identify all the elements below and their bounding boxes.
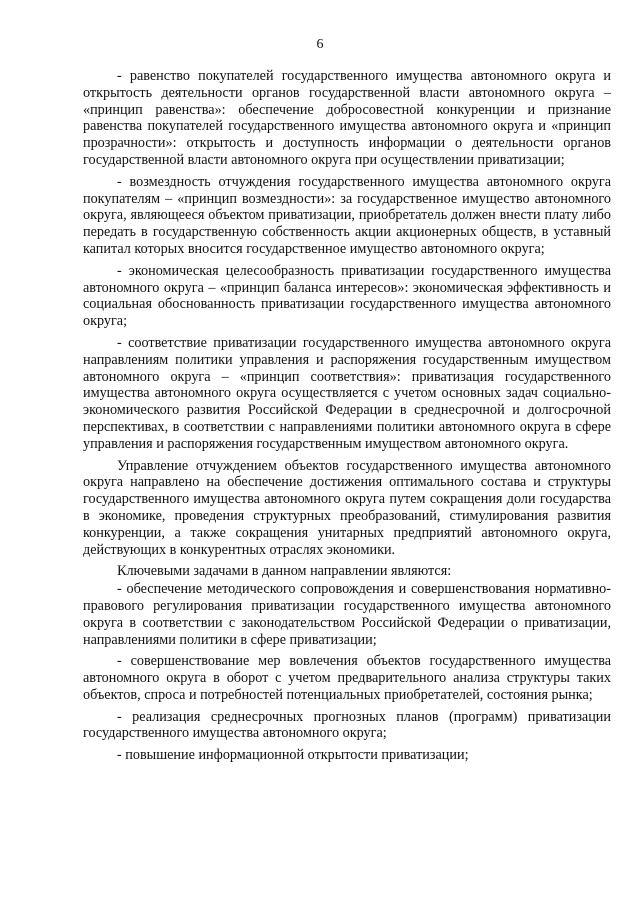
paragraph-task-plans: - реализация среднесрочных прогнозных планов (программ) приватизации государственного имущества автономного округа; bbox=[83, 708, 611, 742]
paragraph-management: Управление отчуждением объектов государственного имущества автономного округа направлено на обеспечение достижения оптимального состава и структуры государственного имущества автономного округа путем сокращения доли государства в экономике, проведения структурных преобразований, стимулирования развития конкуренции, а также сокращения унитарных предприятий автономного округа, действующих в конкурентных отраслях экономики. bbox=[83, 457, 611, 558]
paragraph-key-tasks-heading: Ключевыми задачами в данном направлении являются: bbox=[117, 563, 452, 580]
paragraph-task-involvement: - совершенствование мер вовлечения объектов государственного имущества автономного округа в оборот с учетом предварительного анализа структуры таких объектов, спроса и потребностей потенциальных приобретателей, состояния рынка; bbox=[83, 653, 611, 703]
page-number: 6 bbox=[316, 37, 324, 52]
document-body bbox=[83, 68, 611, 765]
paragraph-principle-compensation: - возмездность отчуждения государственного имущества автономного округа покупателям – «принцип возмездности»: за государственное имущество автономного округа, являющееся объектом приватизации, приобретатель должен внести плату либо передать в государственную собственность акции акционерных обществ, в уставный капитал которых вносится государственное имущество автономного округа; bbox=[83, 173, 611, 257]
paragraph-principle-conformity: - соответствие приватизации государственного имущества автономного округа направлениям политики управления и распоряжения государственным имуществом автономного округа – «принцип соответствия»: приватизация государственного имущества автономного округа осуществляется с учетом основных задач социально-экономического развития Российской Федерации в среднесрочной и долгосрочной перспективах, в соответствии с направлениями политики автономного округа в сфере управления и распоряжения государственным имуществом автономного округа. bbox=[83, 334, 611, 452]
paragraph-task-openness: - повышение информационной открытости приватизации; bbox=[117, 747, 469, 764]
paragraph-task-methodology: - обеспечение методического сопровождения и совершенствования нормативно-правового регулирования приватизации государственного имущества автономного округа в соответствии с законодательством Российской Федерации о приватизации, направлениями политики в сфере приватизации; bbox=[83, 581, 611, 648]
paragraph-principle-equality: - равенство покупателей государственного имущества автономного округа и открытость деятельности органов государственной власти автономного округа – «принцип равенства»: обеспечение добросовестной конкуренции и признание равенства покупателей государственного имущества автономного округа и «принцип прозрачности»: открытость и доступность информации о деятельности органов государственной власти автономного округа при осуществлении приватизации; bbox=[83, 68, 611, 168]
paragraph-principle-balance: - экономическая целесообразность приватизации государственного имущества автономного округа – «принцип баланса интересов»: экономическая эффективность и социальная обоснованность приватизации государственного имущества автономного округа; bbox=[83, 262, 611, 330]
